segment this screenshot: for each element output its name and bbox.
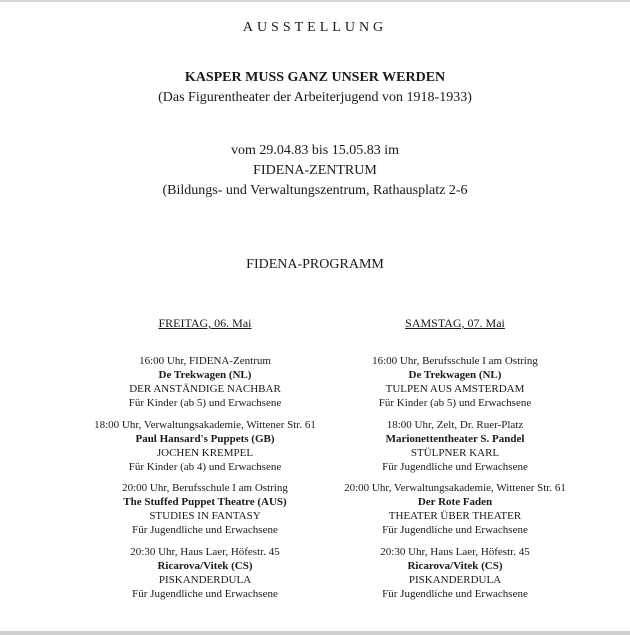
event-show: JOCHEN KREMPEL	[156, 447, 254, 459]
event-time-place: 20:00 Uhr, Berufsschule I am Ostring	[122, 482, 288, 494]
exhibition-venue: FIDENA-ZENTRUM	[253, 163, 377, 178]
day-header: SAMSTAG, 07. Mai	[405, 316, 505, 330]
event-audience: Für Jugendliche und Erwachsene	[382, 461, 528, 473]
event-show: DER ANSTÄNDIGE NACHBAR	[129, 383, 281, 395]
event-ensemble: Der Rote Faden	[417, 496, 493, 508]
event-ensemble: Paul Hansard's Puppets (GB)	[135, 433, 275, 445]
event-ensemble: Ricarova/Vitek (CS)	[157, 560, 253, 572]
event-time-place: 18:00 Uhr, Verwaltungsakademie, Wittener Str. 61	[94, 419, 316, 431]
event-audience: Für Kinder (ab 5) und Erwachsene	[378, 397, 532, 409]
event-show: STÜLPNER KARL	[410, 447, 500, 459]
exhibition-dates: vom 29.04.83 bis 15.05.83 im	[230, 143, 399, 158]
event-time-place: 20:30 Uhr, Haus Laer, Höfestr. 45	[380, 546, 530, 558]
event-ensemble: De Trekwagen (NL)	[408, 369, 502, 381]
event-time-place: 18:00 Uhr, Zelt, Dr. Ruer-Platz	[386, 419, 524, 431]
event-ensemble: De Trekwagen (NL)	[158, 369, 252, 381]
event-time-place: 16:00 Uhr, Berufsschule I am Ostring	[372, 355, 538, 367]
event-audience: Für Kinder (ab 5) und Erwachsene	[128, 397, 282, 409]
event-entry	[305, 481, 605, 537]
day-column-saturday	[305, 0, 605, 635]
event-audience: Für Jugendliche und Erwachsene	[132, 588, 278, 600]
event-entry	[305, 418, 605, 474]
event-ensemble: The Stuffed Puppet Theatre (AUS)	[123, 496, 287, 508]
event-show: THEATER ÜBER THEATER	[388, 510, 522, 522]
event-show: TULPEN AUS AMSTERDAM	[385, 383, 525, 395]
event-entry	[305, 545, 605, 601]
event-show: STUDIES IN FANTASY	[149, 510, 261, 522]
event-time-place: 16:00 Uhr, FIDENA-Zentrum	[139, 355, 271, 367]
event-time-place: 20:30 Uhr, Haus Laer, Höfestr. 45	[130, 546, 280, 558]
event-time-place: 20:00 Uhr, Verwaltungsakademie, Wittener Str. 61	[344, 482, 566, 494]
exhibition-kicker: AUSSTELLUNG	[242, 20, 388, 35]
program-title: FIDENA-PROGRAMM	[246, 257, 384, 272]
exhibition-address: (Bildungs- und Verwaltungszentrum, Rathausplatz 2-6	[162, 183, 468, 198]
day-header: FREITAG, 06. Mai	[158, 316, 252, 330]
event-audience: Für Jugendliche und Erwachsene	[382, 524, 528, 536]
event-show: PISKANDERDULA	[408, 574, 502, 586]
exhibition-title: KASPER MUSS GANZ UNSER WERDEN	[184, 70, 446, 85]
event-ensemble: Ricarova/Vitek (CS)	[407, 560, 503, 572]
event-audience: Für Jugendliche und Erwachsene	[382, 588, 528, 600]
event-ensemble: Marionettentheater S. Pandel	[385, 433, 525, 445]
event-audience: Für Kinder (ab 4) und Erwachsene	[128, 461, 282, 473]
event-audience: Für Jugendliche und Erwachsene	[132, 524, 278, 536]
exhibition-subtitle: (Das Figurentheater der Arbeiterjugend von 1918-1933)	[158, 90, 472, 105]
scan-bottom-edge	[0, 631, 630, 635]
event-entry	[305, 354, 605, 410]
event-show: PISKANDERDULA	[158, 574, 252, 586]
